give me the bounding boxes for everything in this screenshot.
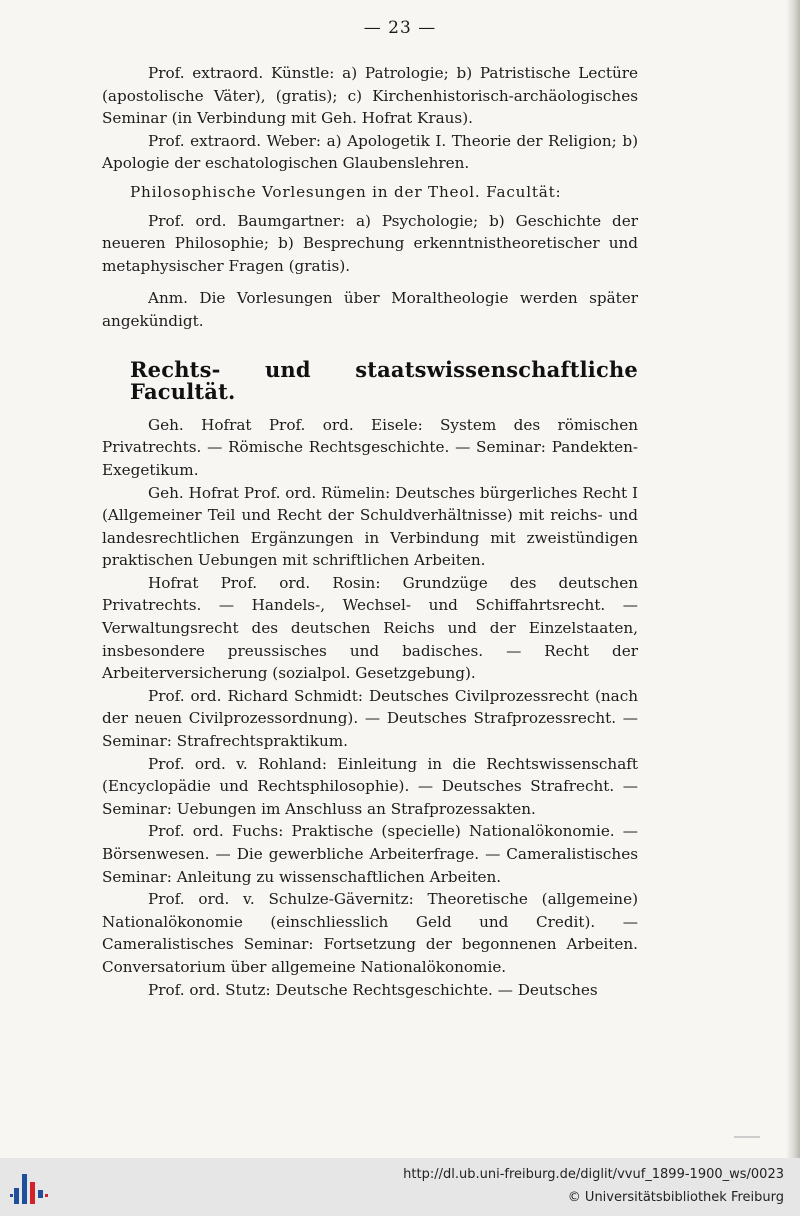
paragraph-eisele: Geh. Hofrat Prof. ord. Eisele: System des römischen Privatrechts. — Römische Rechtsgeschichte. — Seminar: Pandekten-Exegetikum. <box>102 415 638 479</box>
paragraph-kuenstle: Prof. extraord. Künstle: a) Patrologie; b) Patristische Lectüre (apostolische Väter), (gratis); c) Kirchenhistorisch-archäologisches Seminar (in Verbindung mit Geh. Hofrat Kraus). <box>102 64 638 128</box>
paragraph-stutz: Prof. ord. Stutz: Deutsche Rechtsgeschichte. — Deutsches <box>148 980 598 999</box>
scan-artifact <box>734 1136 760 1138</box>
paragraph-rohland: Prof. ord. v. Rohland: Einleitung in die Rechtswissenschaft (Encyclopädie und Rechtsphilosophie). — Deutsches Strafrecht. — Seminar: Uebungen im Anschluss an Strafprozessakten. <box>102 754 638 818</box>
paragraph-ruemelin: Geh. Hofrat Prof. ord. Rümelin: Deutsches bürgerliches Recht I (Allgemeiner Teil und Recht der Schuldverhältnisse) mit reichs- und landesrechtlichen Ergänzungen in Verbindung mit zweistündigen praktischen Uebungen mit schriftlichen Arbeiten. <box>102 483 638 570</box>
footer-bar <box>0 1158 800 1216</box>
philosophy-heading: Philosophische Vorlesungen in der Theol. Facultät: <box>130 182 562 201</box>
paragraph-baumgartner: Prof. ord. Baumgartner: a) Psychologie; b) Geschichte der neueren Philosophie; b) Besprechung erkenntnistheoretischer und metaphysischer Fragen (gratis). <box>102 211 638 275</box>
paragraph-weber: Prof. extraord. Weber: a) Apologetik I. Theorie der Religion; b) Apologie der eschatologischen Glaubenslehren. <box>102 131 638 173</box>
paragraph-schmidt: Prof. ord. Richard Schmidt: Deutsches Civilprozessrecht (nach der neuen Civilprozessordnung). — Deutsches Strafprozessrecht. — Seminar: Strafrechtspraktikum. <box>102 686 638 751</box>
section-heading: Rechts- und staatswissenschaftliche Facultät. <box>130 356 638 405</box>
note-paragraph: Anm. Die Vorlesungen über Moraltheologie werden später angekündigt. <box>102 289 638 330</box>
paragraph-rosin: Hofrat Prof. ord. Rosin: Grundzüge des deutschen Privatrechts. — Handels-, Wechsel- und Schiffahrtsrecht. — Verwaltungsrecht des deutschen Reichs und der Einzelstaaten, insbesondere preussisches und badisches. — Recht der Arbeiterversicherung (sozialpol. Gesetzgebung). <box>102 573 638 683</box>
page-edge-shadow <box>786 0 800 1158</box>
footer-url-link[interactable]: http://dl.ub.uni-freiburg.de/diglit/vvuf_1899-1900_ws/0023 <box>403 1167 784 1182</box>
page-content <box>102 62 638 1001</box>
paragraph-fuchs: Prof. ord. Fuchs: Praktische (specielle) Nationalökonomie. — Börsenwesen. — Die gewerbliche Arbeiterfrage. — Cameralistisches Seminar: Anleitung zu wissenschaftlichen Arbeiten. <box>102 822 638 886</box>
page-number: — 23 — <box>363 18 437 38</box>
footer-copyright: © Universitätsbibliothek Freiburg <box>567 1190 784 1205</box>
paragraph-schulze-gaevernitz: Prof. ord. v. Schulze-Gävernitz: Theoretische (allgemeine) Nationalökonomie (einschliesslich Geld und Credit). — Cameralistisches Seminar: Fortsetzung der begonnenen Arbeiten. Conversatorium über allgemeine Nationalökonomie. <box>102 890 638 976</box>
library-logo-icon <box>8 1166 52 1210</box>
